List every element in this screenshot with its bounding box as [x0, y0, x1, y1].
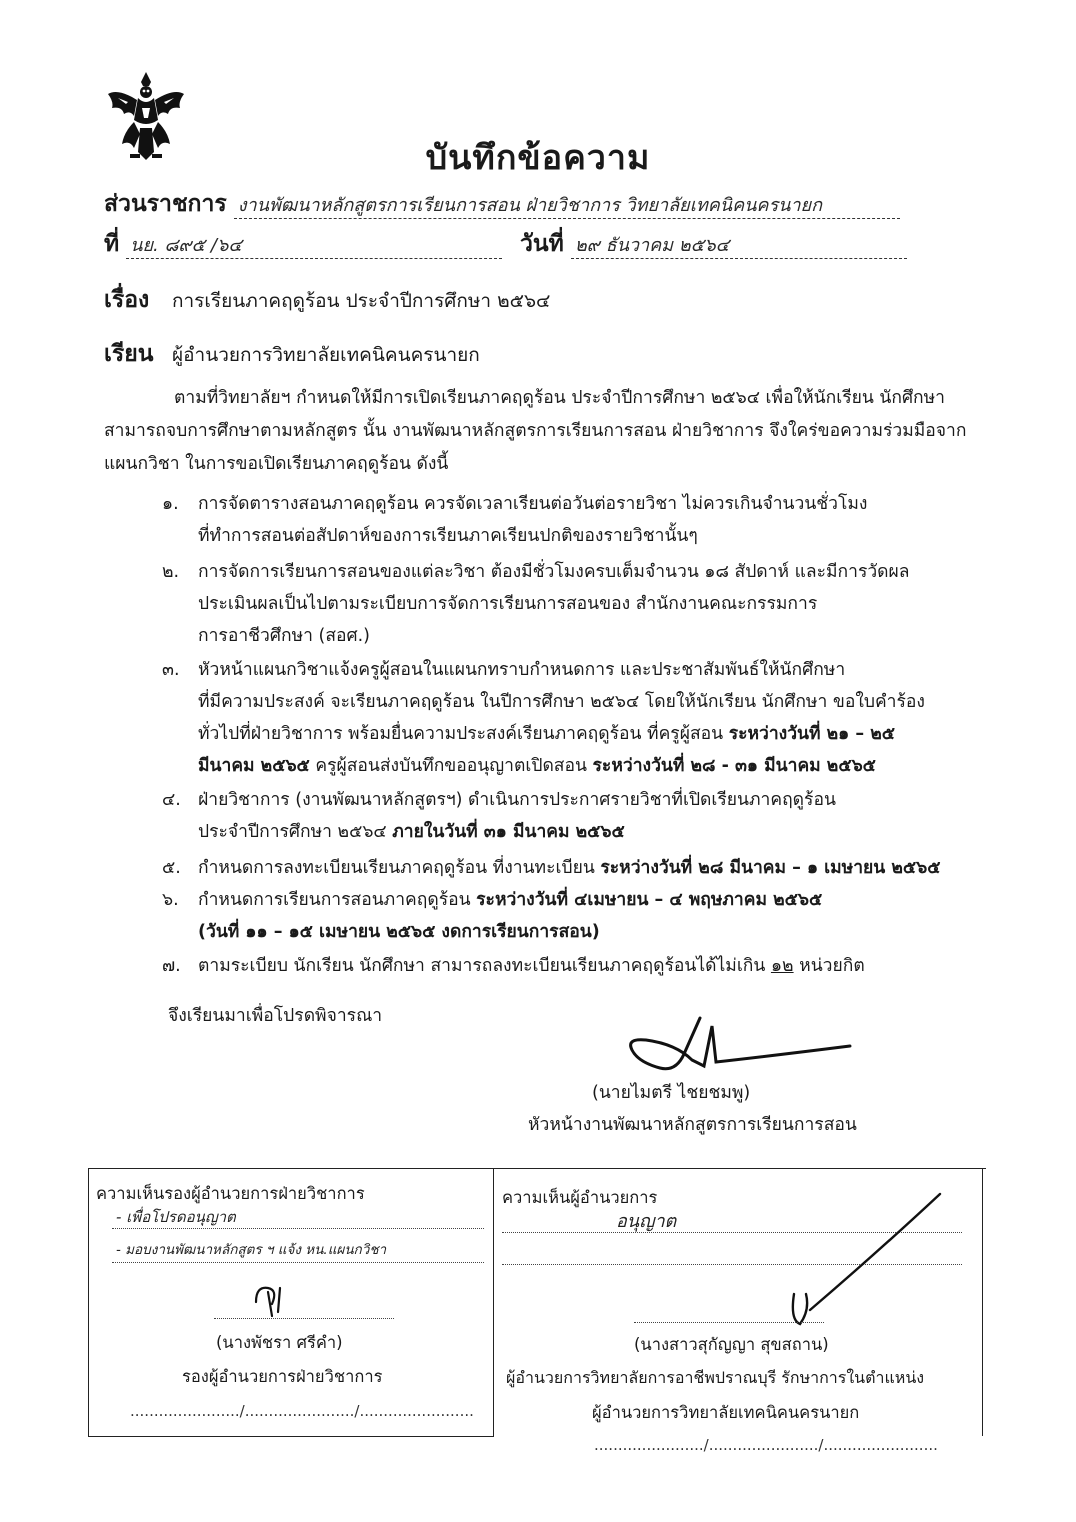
- subject-label: เรื่อง: [104, 287, 150, 313]
- deputy-signature-icon: [250, 1282, 290, 1318]
- director-signature-icon: [760, 1190, 950, 1330]
- deputy-position: รองผู้อำนวยการฝ่ายวิชาการ: [182, 1367, 383, 1386]
- director-note: อนุญาต: [616, 1211, 677, 1232]
- intro-line-2: สามารถจบการศึกษาตามหลักสูตร นั้น งานพัฒนาหลักสูตรการเรียนการสอน ฝ่ายวิชาการ จึงใคร่ขอความร่วมมือจาก: [104, 421, 967, 441]
- date-label: วันที่: [520, 231, 564, 257]
- director-opinion-label: ความเห็นผู้อำนวยการ: [502, 1188, 658, 1207]
- date-row: [520, 226, 907, 262]
- director-position-line-1: ผู้อำนวยการวิทยาลัยการอาชีพปราณบุรี รักษาการในตำแหน่ง: [506, 1368, 925, 1387]
- document-title: บันทึกข้อความ: [425, 138, 651, 178]
- deputy-note-2: - มอบงานพัฒนาหลักสูตร ฯ แจ้ง หน.แผนกวิชา: [116, 1242, 387, 1258]
- director-date: ......................./......................./........................: [594, 1436, 938, 1454]
- intro-paragraph: [104, 382, 970, 481]
- director-position-line-2: ผู้อำนวยการวิทยาลัยเทคนิคนครนายก: [592, 1403, 860, 1422]
- dotted-line: [634, 1322, 824, 1323]
- signer-position: หัวหน้างานพัฒนาหลักสูตรการเรียนการสอน: [528, 1115, 857, 1135]
- ref-row: [104, 226, 502, 262]
- ref-value: นย. ๘๙๕ /๖๔: [126, 234, 502, 259]
- date-value: ๒๙ ธันวาคม ๒๕๖๔: [571, 234, 907, 259]
- dotted-line: [112, 1262, 484, 1263]
- to-value: ผู้อำนวยการวิทยาลัยเทคนิคนครนายก: [172, 344, 480, 366]
- deputy-date: ......................./......................./........................: [130, 1402, 474, 1420]
- dotted-line: [112, 1228, 484, 1229]
- deputy-opinion-label: ความเห็นรองผู้อำนวยการฝ่ายวิชาการ: [96, 1184, 365, 1203]
- subject-value: การเรียนภาคฤดูร้อน ประจำปีการศึกษา ๒๕๖๔: [172, 290, 551, 312]
- signer-signature-icon: [620, 1016, 860, 1076]
- deputy-name: (นางพัชรา ศรีคำ): [216, 1333, 343, 1352]
- memo-page: บันทึกข้อความ ส่วนราชการ งานพัฒนาหลักสูตรการเรียนการสอน ฝ่ายวิชาการ วิทยาลัยเทคนิคนครนายก ที่ นย. ๘๙๕ /๖๔ วันที่ ๒๙ ธันวาคม ๒๕๖๔ เรื่อง การเรียนภาคฤดูร้อน ประจำปีการศึกษา ๒๕๖๔ เรียน ผู้อำนวยการวิทยาลัยเทคนิคนครนายก ตามที่วิทยาลัยฯ กำหนดให้มีการเปิดเรียนภาคฤดูร้อน ประจำปีการศึกษา ๒๕๖๔ เพื่อให้นักเรียน นักศึกษา สามารถจบการศึกษาตามหลักสูตร นั้น งานพัฒนาหลักสูตรการเรียนการสอน ฝ่ายวิชาการ จึงใคร่ขอความร่วมมือจาก แผนกวิชา ในการขอเปิดเรียนภาคฤดูร้อน ดังนี้ ๑. การจัดตารางสอนภาคฤดูร้อน ควรจัดเวลาเรียนต่อวันต่อรายวิชา ไม่ควรเกินจำนวนชั่วโมง ที่ทำการสอนต่อสัปดาห์ของการเรียนภาคเรียนปกติของรายวิชานั้นๆ ๒. การจัดการเรียนการสอนของแต่ละวิชา ต้องมีชั่วโมงครบเต็มจำนวน ๑๘ สัปดาห์ และมีการวัดผล ประเมินผลเป็นไปตามระเบียบการจัดการเรียนการสอนของ สำนักงานคณะกรรมการ การอาชีวศึกษา (สอศ.) ๓. หัวหน้าแผนกวิชาแจ้งครูผู้สอนในแผนกทราบกำหนดการ และประชาสัมพันธ์ให้นักศึกษา ที่มีความประสงค์ จะเรียนภาคฤดูร้อน ในปีการศึกษา ๒๕๖๔ โดยให้นักเรียน นักศึกษา ขอใบคำร้อง ทั่วไปที่ฝ่ายวิชาการ พร้อมยื่นความประสงค์เรียนภาคฤดูร้อน ที่ครูผู้สอน ระหว่างวันที่ ๒๑ – ๒๕ มีนาคม ๒๕๖๕ ครูผู้สอนส่งบันทึกขออนุญาตเปิดสอน ระหว่างวันที่ ๒๘ - ๓๑ มีนาคม ๒๕๖๕ ๔. ฝ่ายวิชาการ (งานพัฒนาหลักสูตรฯ) ดำเนินการประกาศรายวิชาที่เปิดเรียนภาคฤดูร้อน ประจำปีการศึกษา ๒๕๖๔ ภายในวันที่ ๓๑ มีนาคม ๒๕๖๕ ๕. กำหนดการลงทะเบียนเรียนภาคฤดูร้อน ที่งานทะเบียน ระหว่างวันที่ ๒๘ มีนาคม – ๑ เมษายน ๒๕๖๕ ๖. กำหนดการเรียนการสอนภาคฤดูร้อน ระหว่างวันที่ ๔เมษายน – ๔ พฤษภาคม ๒๕๖๕ (วันที่ ๑๑ – ๑๕ เมษายน ๒๕๖๕ งดการเรียนการสอน) ๗. ตามระเบียบ นักเรียน นักศึกษา สามารถลงทะเบียนเรียนภาคฤดูร้อนได้ไม่เกิน ๑๒ หน่วยกิต จึงเรียนมาเพื่อโปรดพิจารณา (นายไมตรี ไชยชมพู) หัวหน้างานพัฒนาหลักสูตรการเรียนการสอน ความเห็นรองผู้อำนวยการฝ่ายวิชาการ - เพื่อโปรดอนุญาต - มอบงานพัฒนาหลักสูตร ฯ แจ้ง หน.แผนกวิชา (นางพัชรา ศรีคำ) รองผู้อำนวยการฝ่ายวิชาการ ......................./......................./........................ ความเห็นผู้อำนวยการ อนุญาต (นางสาวสุกัญญา สุขสถาน) ผู้อำนวยการวิทยาลัยการอาชีพปราณบุรี รักษาการในตำแหน่ง ผู้อำนวยการวิทยาลัยเทคนิคนครนายก ......................./......................./........................: [0, 0, 1076, 1522]
- intro-line-1: ตามที่วิทยาลัยฯ กำหนดให้มีการเปิดเรียนภาคฤดูร้อน ประจำปีการศึกษา ๒๕๖๔ เพื่อให้นักเรียน นักศึกษา: [174, 388, 946, 408]
- deputy-note-1: - เพื่อโปรดอนุญาต: [116, 1208, 236, 1226]
- agency-value: งานพัฒนาหลักสูตรการเรียนการสอน ฝ่ายวิชาการ วิทยาลัยเทคนิคนครนายก: [234, 194, 900, 219]
- ref-label: ที่: [104, 231, 120, 257]
- intro-line-3: แผนกวิชา ในการขอเปิดเรียนภาคฤดูร้อน ดังนี้: [104, 454, 449, 474]
- closing-text: จึงเรียนมาเพื่อโปรดพิจารณา: [168, 1006, 383, 1026]
- agency-row: [104, 186, 900, 222]
- dotted-line: [214, 1318, 394, 1319]
- agency-label: ส่วนราชการ: [104, 191, 227, 217]
- director-name: (นางสาวสุกัญญา สุขสถาน): [634, 1335, 829, 1354]
- to-label: เรียน: [104, 341, 154, 367]
- signer-name: (นายไมตรี ไชยชมพู): [592, 1083, 751, 1103]
